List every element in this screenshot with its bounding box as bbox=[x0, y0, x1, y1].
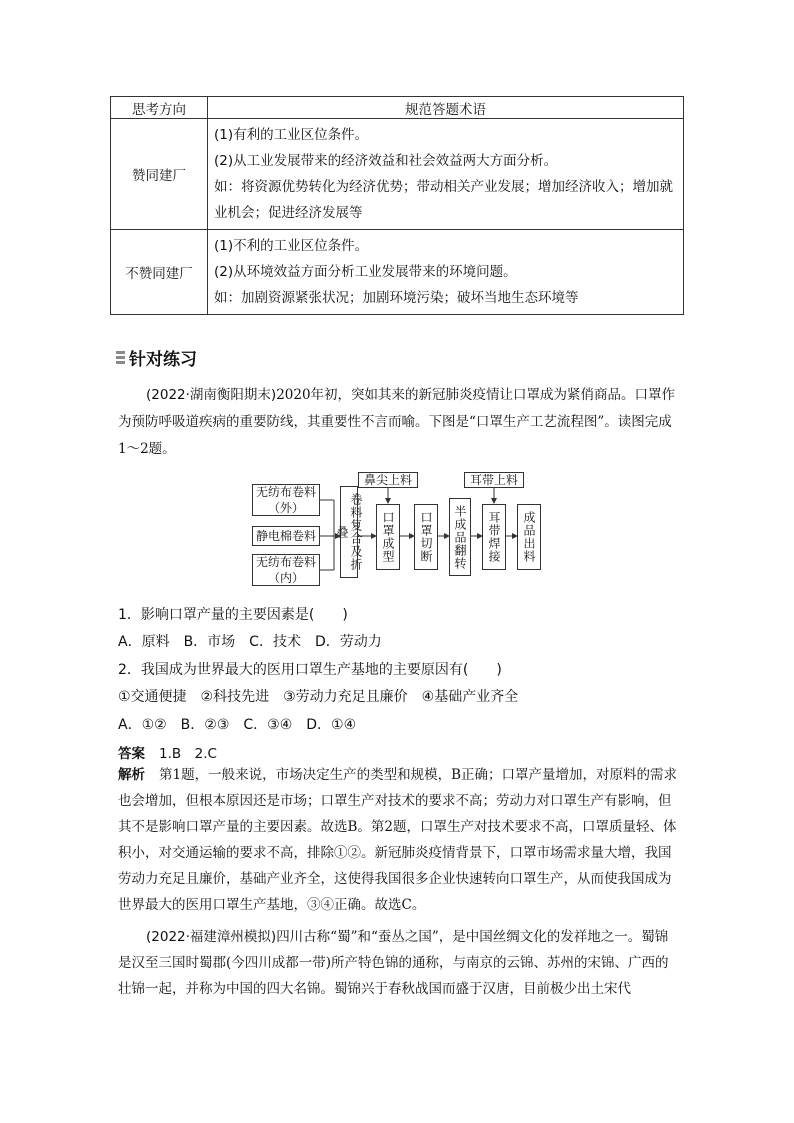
passage-text: 四川古称“蜀”和“蚕丛之国”，是中国丝绸文化的发祥地之一。蜀锦是汉至三国时蜀郡(今四川成都一带)所产特色锦的通称，与南京的云锦、苏州的宋锦、广西的壮锦一起，并称为中国的四大名锦。蜀锦兴于春秋战国而盛于汉唐，目前极少出土宋代 bbox=[118, 929, 669, 997]
explanation-label: 解析 bbox=[118, 767, 145, 783]
answer-text: 1.B 2.C bbox=[159, 746, 217, 762]
feed-box: 耳带上料 bbox=[464, 472, 524, 488]
mask-production-flowchart bbox=[250, 470, 550, 592]
question-1-stem: 1．影响口罩产量的主要因素是( ) bbox=[118, 607, 348, 623]
content-line: (2)从工业发展带来的经济效益和社会效益两大方面分析。 bbox=[214, 153, 558, 169]
table-header-row bbox=[111, 97, 684, 119]
passage-source: (2022·福建漳州模拟) bbox=[146, 929, 277, 945]
material-box: 无纺布卷料（内） bbox=[252, 554, 320, 586]
content-line: 如：加剧资源紧张状况；加剧环境污染；破坏当地生态环境等 bbox=[214, 290, 579, 306]
table-row bbox=[111, 119, 684, 230]
table-row bbox=[111, 230, 684, 315]
explanation-text: 第1题，一般来说，市场决定生产的类型和规模，B正确；口罩产量增加，对原料的需求也会增加，但根本原因还是市场；口罩生产对技术的要求不高；劳动力对口罩生产有影响，但其不是影响口罩产量的主要因素。故选B。第2题，口罩生产对技术要求不高，口罩质量轻、体积小，对交通运输的要求不高，排除①②。新冠肺炎疫情背景下，口罩市场需求量大增，我国劳动力充足且廉价，基础产业齐全，这使得我国很多企业快速转向口罩生产，从而使我国成为世界最大的医用口罩生产基地，③④正确。故选C。 bbox=[118, 767, 678, 913]
step-box: 口罩成型 bbox=[376, 504, 400, 570]
content-line: (1)有利的工业区位条件。 bbox=[214, 127, 369, 143]
step-box: 成品出料 bbox=[517, 504, 541, 570]
intro-source: (2022·湖南衡阳期末) bbox=[146, 387, 277, 403]
content-line: (2)从环境效益方面分析工业发展带来的环境问题。 bbox=[214, 264, 517, 280]
material-box: 无纺布卷料（外） bbox=[252, 484, 320, 516]
content-line: 如：将资源优势转化为经济优势；带动相关产业发展；增加经济收入；增加就业机会；促进经济发展等 bbox=[214, 179, 673, 221]
answer-terms-table bbox=[110, 96, 684, 315]
section-title bbox=[116, 346, 197, 368]
header-terms: 规范答题术语 bbox=[208, 97, 684, 119]
question-2-options: A．①② B．②③ C．③④ D．①④ bbox=[118, 717, 357, 733]
section-title-text: 针对练习 bbox=[129, 349, 197, 370]
section-marker-icon bbox=[116, 351, 125, 364]
answer-label: 答案 bbox=[118, 746, 145, 762]
step-box: 半成品翻转 bbox=[449, 498, 471, 576]
step-box: 卷料复合及折叠 bbox=[340, 486, 358, 578]
explanation bbox=[118, 762, 678, 918]
row-direction: 赞同建厂 bbox=[111, 119, 208, 230]
row-content bbox=[208, 119, 684, 230]
header-direction: 思考方向 bbox=[111, 97, 208, 119]
answer-line bbox=[118, 742, 217, 762]
step-box: 口罩切断 bbox=[414, 504, 438, 570]
question-2-items: ①交通便捷 ②科技先进 ③劳动力充足且廉价 ④基础产业齐全 bbox=[118, 689, 519, 705]
row-direction: 不赞同建厂 bbox=[111, 230, 208, 315]
question-1-options: A．原料 B．市场 C．技术 D．劳动力 bbox=[118, 634, 382, 650]
content-line: (1)不利的工业区位条件。 bbox=[214, 238, 369, 254]
next-passage bbox=[118, 924, 678, 1002]
row-content bbox=[208, 230, 684, 315]
feed-box: 鼻尖上料 bbox=[358, 472, 418, 488]
material-box: 静电棉卷料 bbox=[252, 526, 320, 546]
step-box: 耳带焊接 bbox=[482, 504, 506, 570]
question-2-stem: 2．我国成为世界最大的医用口罩生产基地的主要原因有( ) bbox=[118, 662, 502, 678]
intro-paragraph bbox=[118, 382, 678, 463]
intro-text: 2020年初，突如其来的新冠肺炎疫情让口罩成为紧俏商品。口罩作为预防呼吸道疾病的重要防线，其重要性不言而喻。下图是“口罩生产工艺流程图”。读图完成1～2题。 bbox=[118, 387, 676, 457]
